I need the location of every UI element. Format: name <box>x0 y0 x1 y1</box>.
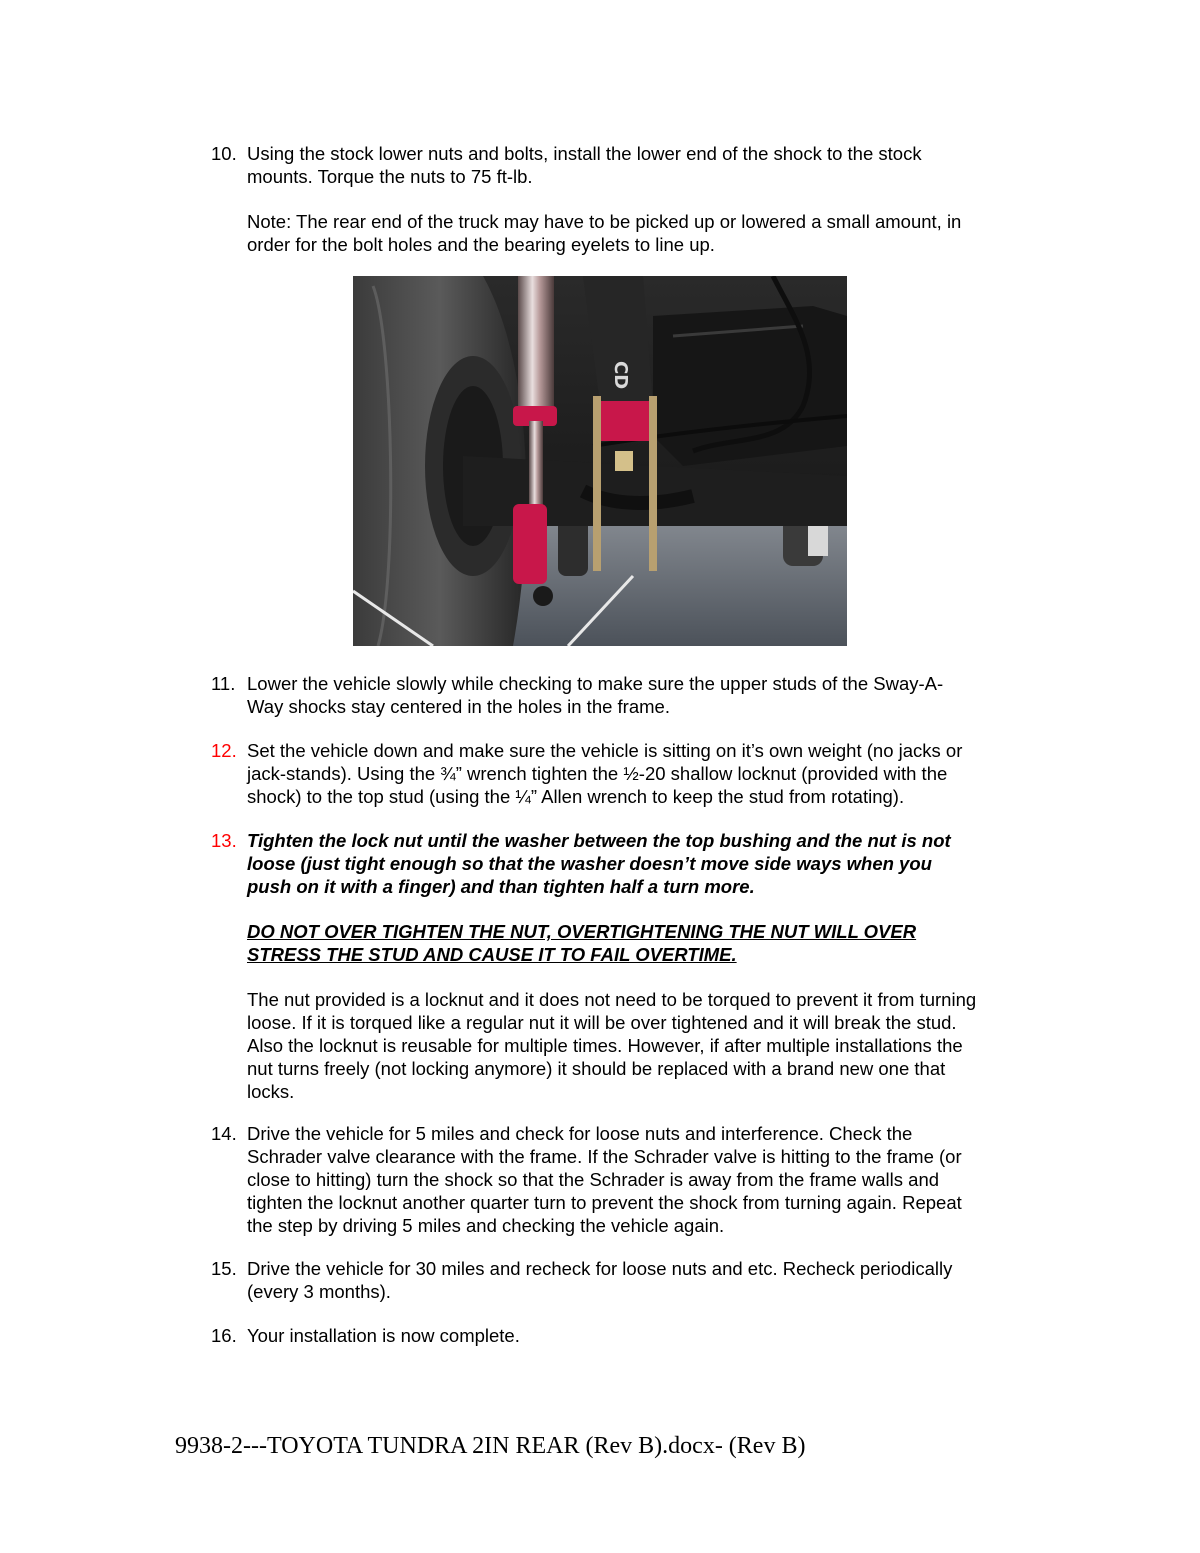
frame-label: CD <box>610 361 631 390</box>
step-text: Drive the vehicle for 30 miles and recheck for loose nuts and etc. Recheck periodically <box>247 1258 953 1279</box>
step-text: close to hitting) turn the shock so that the Schrader is away from the frame walls and <box>247 1169 940 1190</box>
step-text: Way shocks stay centered in the holes in the frame. <box>247 696 670 717</box>
step-number: 13. <box>211 830 237 851</box>
explanation-text: loose. If it is torqued like a regular nut it will be over tightened and it will break the stud. <box>247 1012 957 1033</box>
warning-text: STRESS THE STUD AND CAUSE IT TO FAIL OVERTIME. <box>247 944 737 965</box>
shock-installation-photo <box>353 276 847 646</box>
step-number: 10. <box>211 143 237 164</box>
step-text: loose (just tight enough so that the washer doesn’t move side ways when you <box>247 853 932 874</box>
step-number: 16. <box>211 1325 237 1346</box>
step-10 <box>211 142 1031 256</box>
step-16 <box>211 1324 1031 1347</box>
step-text: (every 3 months). <box>247 1281 391 1302</box>
step-text: Tighten the lock nut until the washer between the top bushing and the nut is not <box>247 830 951 851</box>
warning-text: DO NOT OVER TIGHTEN THE NUT, OVERTIGHTENING THE NUT WILL OVER <box>247 921 917 942</box>
step-13 <box>211 829 1031 1103</box>
step-number: 15. <box>211 1258 237 1279</box>
step-text: Your installation is now complete. <box>247 1325 520 1346</box>
step-12 <box>211 739 1031 808</box>
explanation-text: nut turns freely (not locking anymore) it should be replaced with a brand new one that <box>247 1058 946 1079</box>
step-15 <box>211 1257 1031 1303</box>
step-text: tighten the locknut another quarter turn to prevent the shock from turning again. Repeat <box>247 1192 962 1213</box>
step-number: 14. <box>211 1123 237 1144</box>
step-text: jack-stands). Using the ¾” wrench tighten the ½-20 shallow locknut (provided with the <box>247 763 948 784</box>
document-footer: 9938-2---TOYOTA TUNDRA 2IN REAR (Rev B).docx- (Rev B) <box>175 1433 806 1459</box>
step-14 <box>211 1122 1031 1237</box>
step-11 <box>211 672 1031 718</box>
step-text: shock) to the top stud (using the ¼” Allen wrench to keep the stud from rotating). <box>247 786 905 807</box>
explanation-text: Also the locknut is reusable for multiple times. However, if after multiple installations the <box>247 1035 963 1056</box>
step-text: the step by driving 5 miles and checking the vehicle again. <box>247 1215 725 1236</box>
step-text: Using the stock lower nuts and bolts, install the lower end of the shock to the stock <box>247 143 922 164</box>
step-text: Schrader valve clearance with the frame. If the Schrader valve is hitting to the frame (or <box>247 1146 962 1167</box>
step-text: mounts. Torque the nuts to 75 ft-lb. <box>247 166 533 187</box>
explanation-text: The nut provided is a locknut and it does not need to be torqued to prevent it from turning <box>247 989 977 1010</box>
step-number: 12. <box>211 740 237 761</box>
step-text: Set the vehicle down and make sure the vehicle is sitting on it’s own weight (no jacks or <box>247 740 963 761</box>
step-text: push on it with a finger) and than tighten half a turn more. <box>247 876 755 897</box>
step-number: 11. <box>211 673 236 694</box>
step-text: Lower the vehicle slowly while checking to make sure the upper studs of the Sway-A- <box>247 673 944 694</box>
explanation-text: locks. <box>247 1081 295 1102</box>
step-note: order for the bolt holes and the bearing eyelets to line up. <box>247 234 715 255</box>
step-note: Note: The rear end of the truck may have to be picked up or lowered a small amount, in <box>247 211 962 232</box>
step-text: Drive the vehicle for 5 miles and check for loose nuts and interference. Check the <box>247 1123 913 1144</box>
